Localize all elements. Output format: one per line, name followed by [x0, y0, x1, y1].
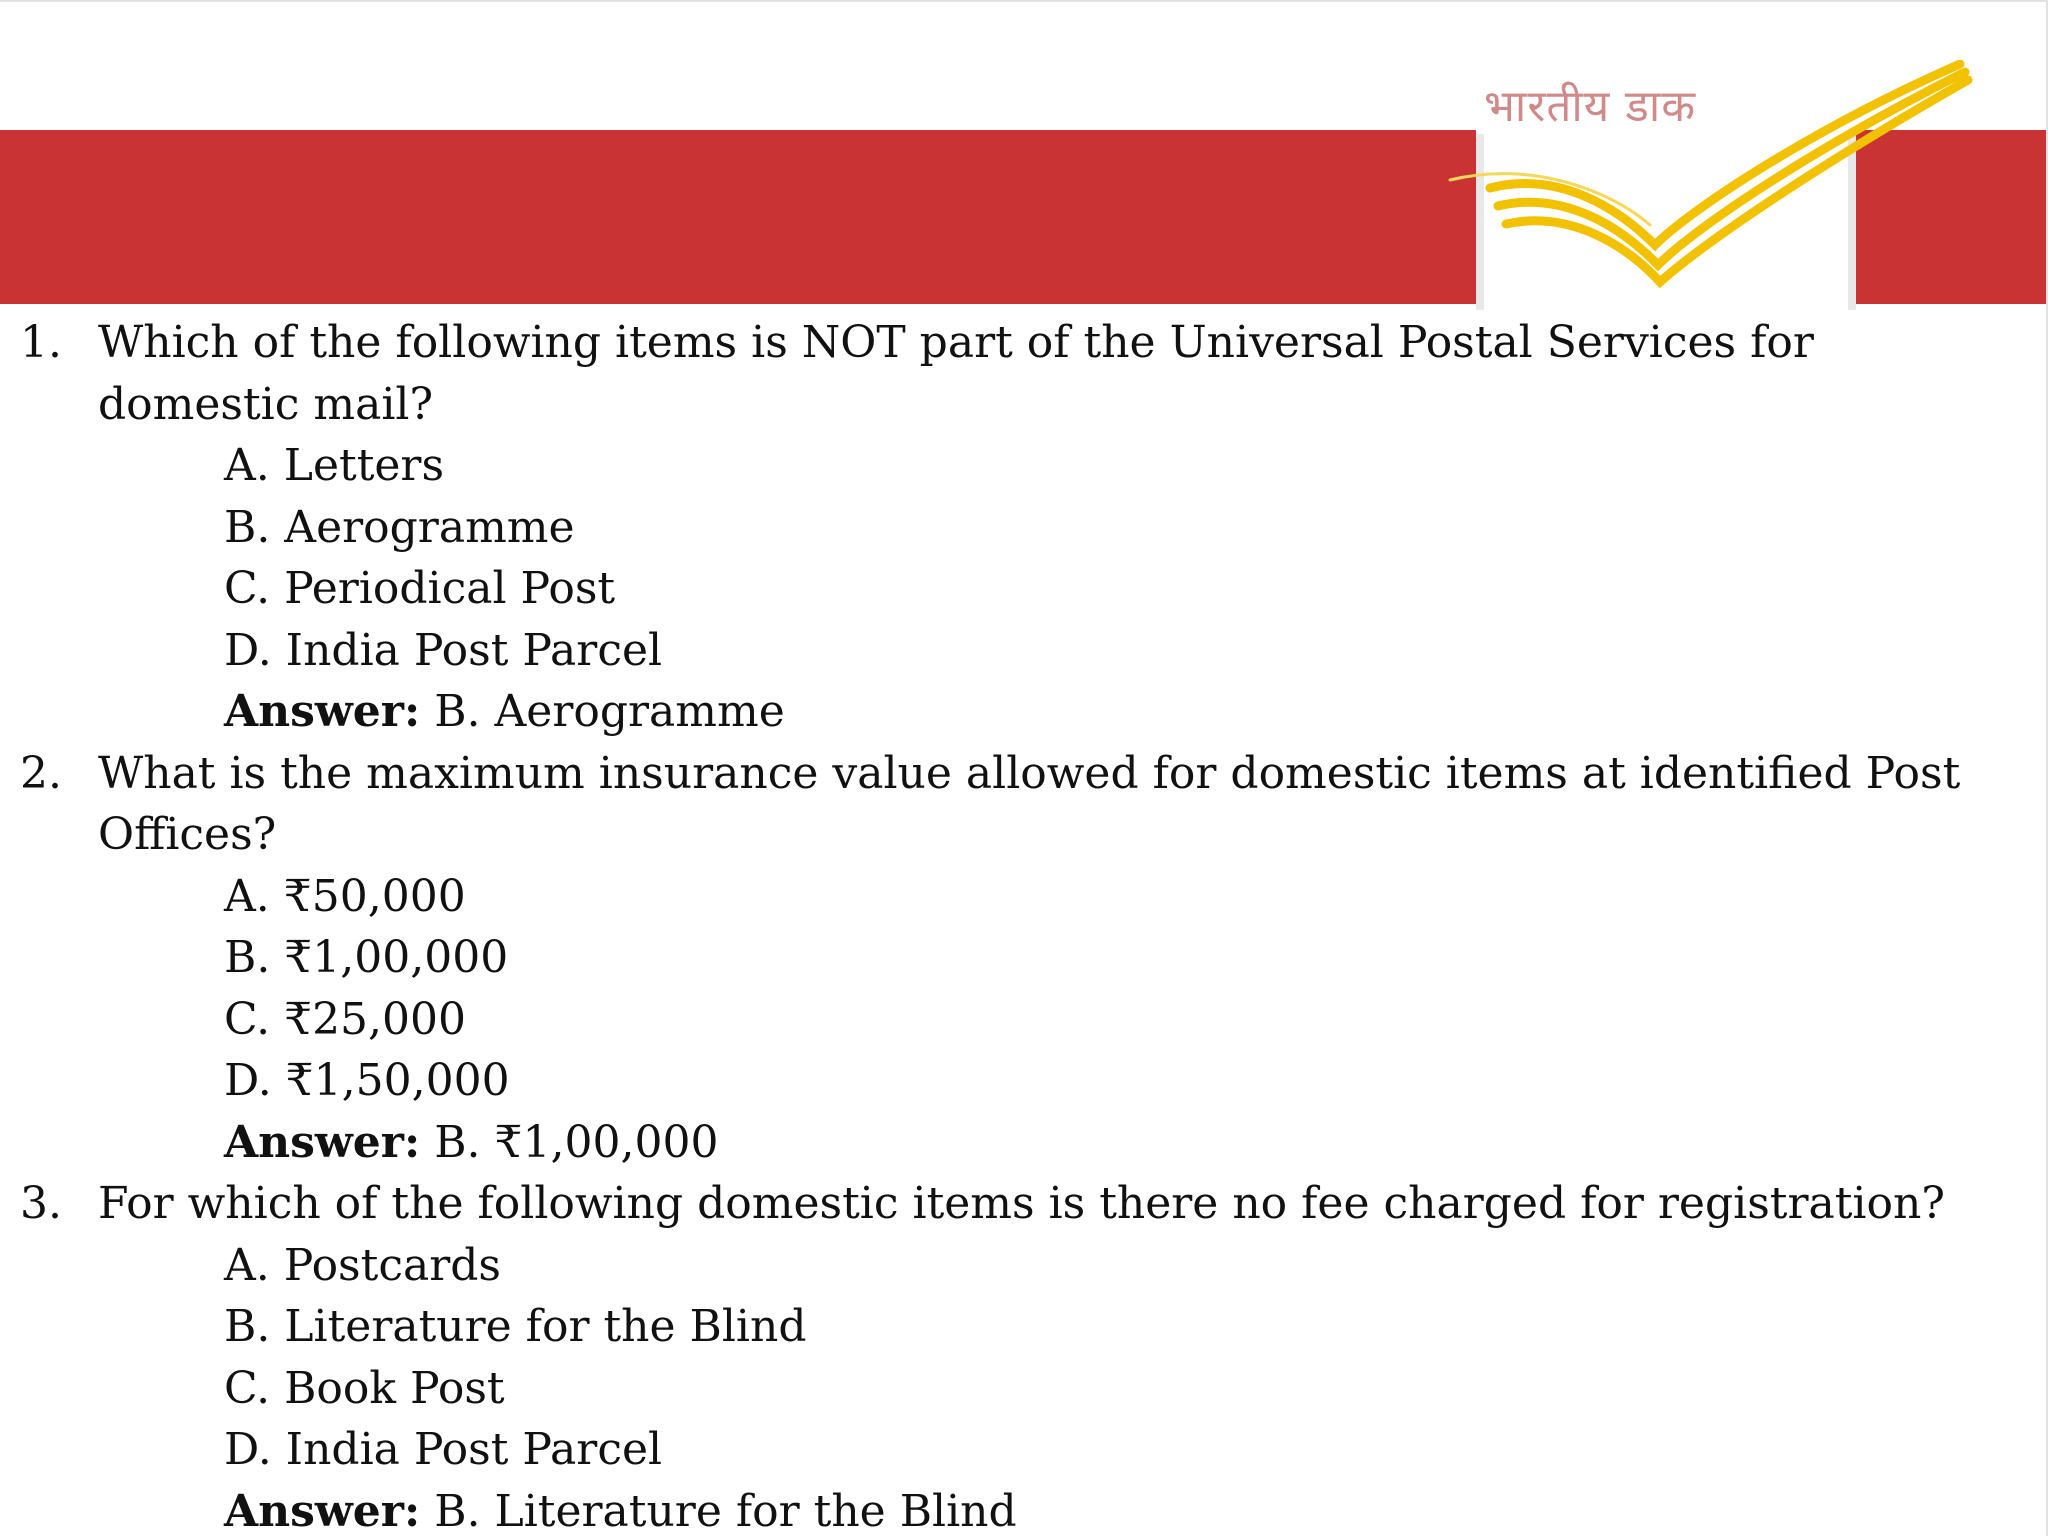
- question-number: 1.: [20, 317, 62, 368]
- option-c: C. Periodical Post: [224, 563, 616, 614]
- header-red-band: [0, 130, 1480, 304]
- india-post-logo-icon: [1390, 60, 1990, 310]
- question-2: [0, 743, 2040, 1174]
- option-c: C. Book Post: [224, 1362, 505, 1414]
- answer-line: [0, 681, 2040, 743]
- option-d: D. India Post Parcel: [224, 624, 663, 676]
- option-d: D. India Post Parcel: [224, 1424, 663, 1475]
- answer-line: [0, 1481, 2040, 1536]
- option-a: A. ₹50,000: [224, 870, 466, 922]
- question-number: 3.: [20, 1178, 62, 1229]
- question-list: [0, 312, 2040, 1536]
- question-1: [0, 312, 2040, 743]
- option-b: B. Aerogramme: [224, 501, 575, 553]
- answer-value: B. ₹1,00,000: [434, 1116, 719, 1168]
- option-c: C. ₹25,000: [224, 993, 467, 1045]
- answer-line: [0, 1112, 2040, 1174]
- option-b: B. ₹1,00,000: [224, 932, 509, 983]
- answer-value: B. Aerogramme: [434, 686, 785, 737]
- answer-label: Answer:: [224, 686, 421, 737]
- question-3: [0, 1173, 2040, 1536]
- question-text: What is the maximum insurance value allowed for domestic items at identified Post Offices?: [98, 747, 1961, 860]
- option-a: A. Postcards: [224, 1239, 501, 1291]
- brand-hindi-text: भारतीय डाक: [1484, 81, 1697, 132]
- question-text: For which of the following domestic items is there no fee charged for registration?: [98, 1178, 1945, 1229]
- question-text: Which of the following items is NOT part of the Universal Postal Services for domestic mail?: [98, 317, 1814, 430]
- option-d: D. ₹1,50,000: [224, 1055, 510, 1106]
- option-b: B. Literature for the Blind: [224, 1301, 807, 1352]
- answer-label: Answer:: [224, 1485, 421, 1536]
- option-a: A. Letters: [224, 440, 445, 491]
- question-number: 2.: [20, 747, 62, 799]
- answer-label: Answer:: [224, 1116, 421, 1168]
- answer-value: B. Literature for the Blind: [434, 1485, 1017, 1536]
